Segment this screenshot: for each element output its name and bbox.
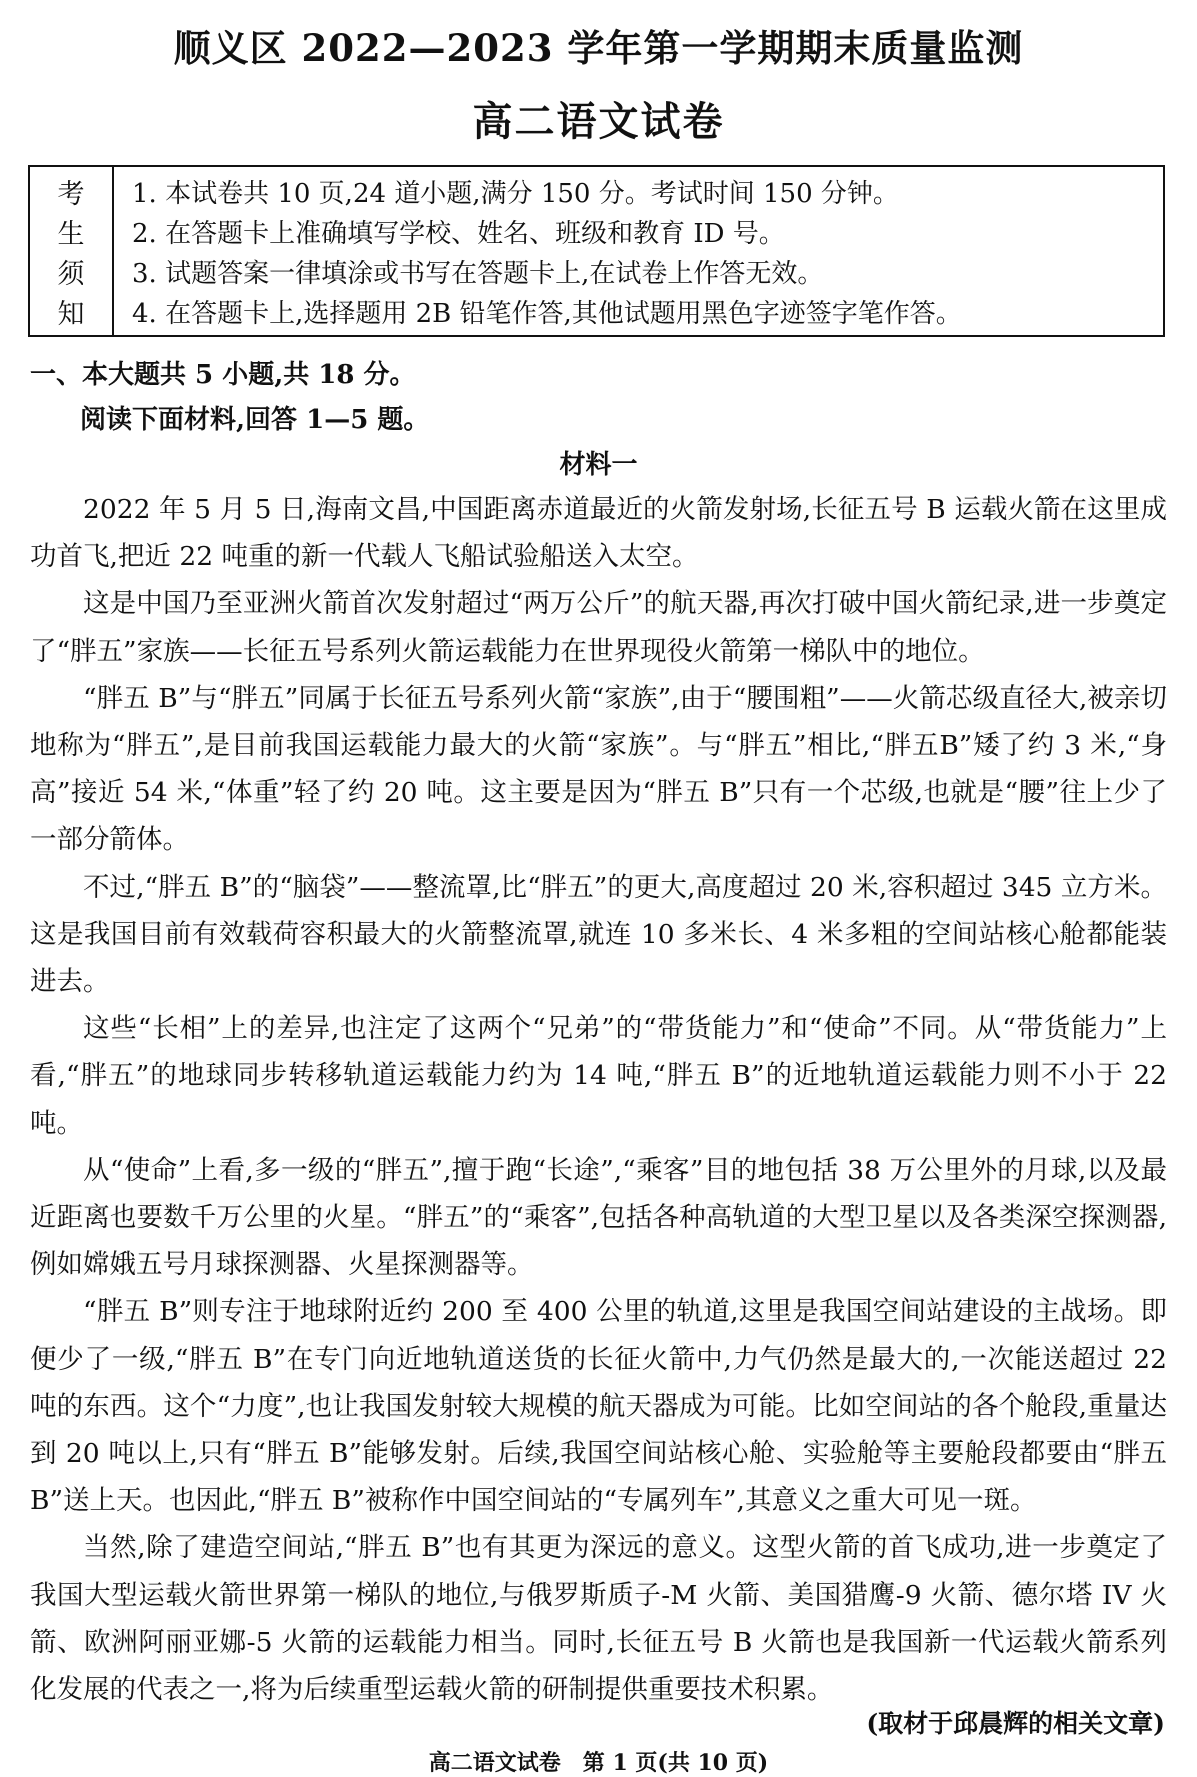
exam-title: 顺义区 2022—2023 学年第一学期期末质量监测 bbox=[173, 26, 1024, 70]
article-paragraph: 从“使命”上看,多一级的“胖五”,擅于跑“长途”,“乘客”目的地包括 38 万公里外的月球,以及最近距离也要数千万公里的火星。“胖五”的“乘客”,包括各种高轨道的大型卫星以及各类深空探测器,例如嫦娥五号月球探测器、火星探测器等。 bbox=[30, 1154, 1167, 1281]
article-paragraph: “胖五 B”则专注于地球附近约 200 至 400 公里的轨道,这里是我国空间站建设的主战场。即便少了一级,“胖五 B”在专门向近地轨道送货的长征火箭中,力气仍然是最大的,一次能送超过 22 吨的东西。这个“力度”,也让我国发射较大规模的航天器成为可能。比如空间站的各个舱段,重量达到 20 吨以上,只有“胖五 B”能够发射。后续,我国空间站核心舱、实验舱等主要舱段都要由“胖五 B”送上天。也因此,“胖五 B”被称作中国空间站的“专属列车”,其意义之重大可见一斑。 bbox=[30, 1296, 1167, 1517]
notice-item: 1. 本试卷共 10 页,24 道小题,满分 150 分。考试时间 150 分钟。 bbox=[132, 178, 899, 209]
article-paragraph: 这是中国乃至亚洲火箭首次发射超过“两万公斤”的航天器,再次打破中国火箭纪录,进一步奠定了“胖五”家族——长征五号系列火箭运载能力在世界现役火箭第一梯队中的地位。 bbox=[30, 588, 1167, 667]
article-source: (取材于邱晨辉的相关文章) bbox=[866, 1709, 1165, 1738]
page-footer: 高二语文试卷 第 1 页(共 10 页) bbox=[428, 1750, 769, 1776]
notice-label bbox=[30, 167, 114, 335]
article-paragraph: 这些“长相”上的差异,也注定了这两个“兄弟”的“带货能力”和“使命”不同。从“带货能力”上看,“胖五”的地球同步转移轨道运载能力约为 14 吨,“胖五 B”的近地轨道运载能力则不小于 22 吨。 bbox=[30, 1013, 1167, 1139]
notice-label-char: 考 bbox=[57, 178, 85, 210]
article-body bbox=[30, 486, 1167, 1713]
notice-label-char: 须 bbox=[57, 258, 85, 290]
article-paragraph: 2022 年 5 月 5 日,海南文昌,中国距离赤道最近的火箭发射场,长征五号 B 运载火箭在这里成功首飞,把近 22 吨重的新一代载人飞船试验船送入太空。 bbox=[30, 494, 1167, 573]
material-title: 材料一 bbox=[559, 450, 638, 480]
exam-subtitle: 高二语文试卷 bbox=[472, 98, 725, 145]
candidate-notice-box bbox=[28, 165, 1165, 337]
section-instruction: 阅读下面材料,回答 1—5 题。 bbox=[80, 405, 430, 435]
section-heading: 一、本大题共 5 小题,共 18 分。 bbox=[30, 360, 416, 390]
notice-label-char: 生 bbox=[57, 218, 85, 250]
notice-item: 2. 在答题卡上准确填写学校、姓名、班级和教育 ID 号。 bbox=[132, 218, 785, 249]
notice-item: 3. 试题答案一律填涂或书写在答题卡上,在试卷上作答无效。 bbox=[132, 258, 824, 289]
article-paragraph: 当然,除了建造空间站,“胖五 B”也有其更为深远的意义。这型火箭的首飞成功,进一步奠定了我国大型运载火箭世界第一梯队的地位,与俄罗斯质子-M 火箭、美国猎鹰-9 火箭、德尔塔 IV 火箭、欧洲阿丽亚娜-5 火箭的运载能力相当。同时,长征五号 B 火箭也是我国新一代运载火箭系列化发展的代表之一,将为后续重型运载火箭的研制提供重要技术积累。 bbox=[30, 1532, 1167, 1706]
article-paragraph: “胖五 B”与“胖五”同属于长征五号系列火箭“家族”,由于“腰围粗”——火箭芯级直径大,被亲切地称为“胖五”,是目前我国运载能力最大的火箭“家族”。与“胖五”相比,“胖五B”矮了约 3 米,“身高”接近 54 米,“体重”轻了约 20 吨。这主要是因为“胖五 B”只有一个芯级,也就是“腰”往上少了一部分箭体。 bbox=[30, 682, 1167, 856]
notice-label-char: 知 bbox=[57, 298, 85, 330]
notice-items bbox=[114, 167, 1163, 335]
notice-item: 4. 在答题卡上,选择题用 2B 铅笔作答,其他试题用黑色字迹签字笔作答。 bbox=[132, 298, 962, 329]
article-paragraph: 不过,“胖五 B”的“脑袋”——整流罩,比“胖五”的更大,高度超过 20 米,容积超过 345 立方米。这是我国目前有效载荷容积最大的火箭整流罩,就连 10 多米长、4 米多粗的空间站核心舱都能装进去。 bbox=[30, 871, 1167, 998]
